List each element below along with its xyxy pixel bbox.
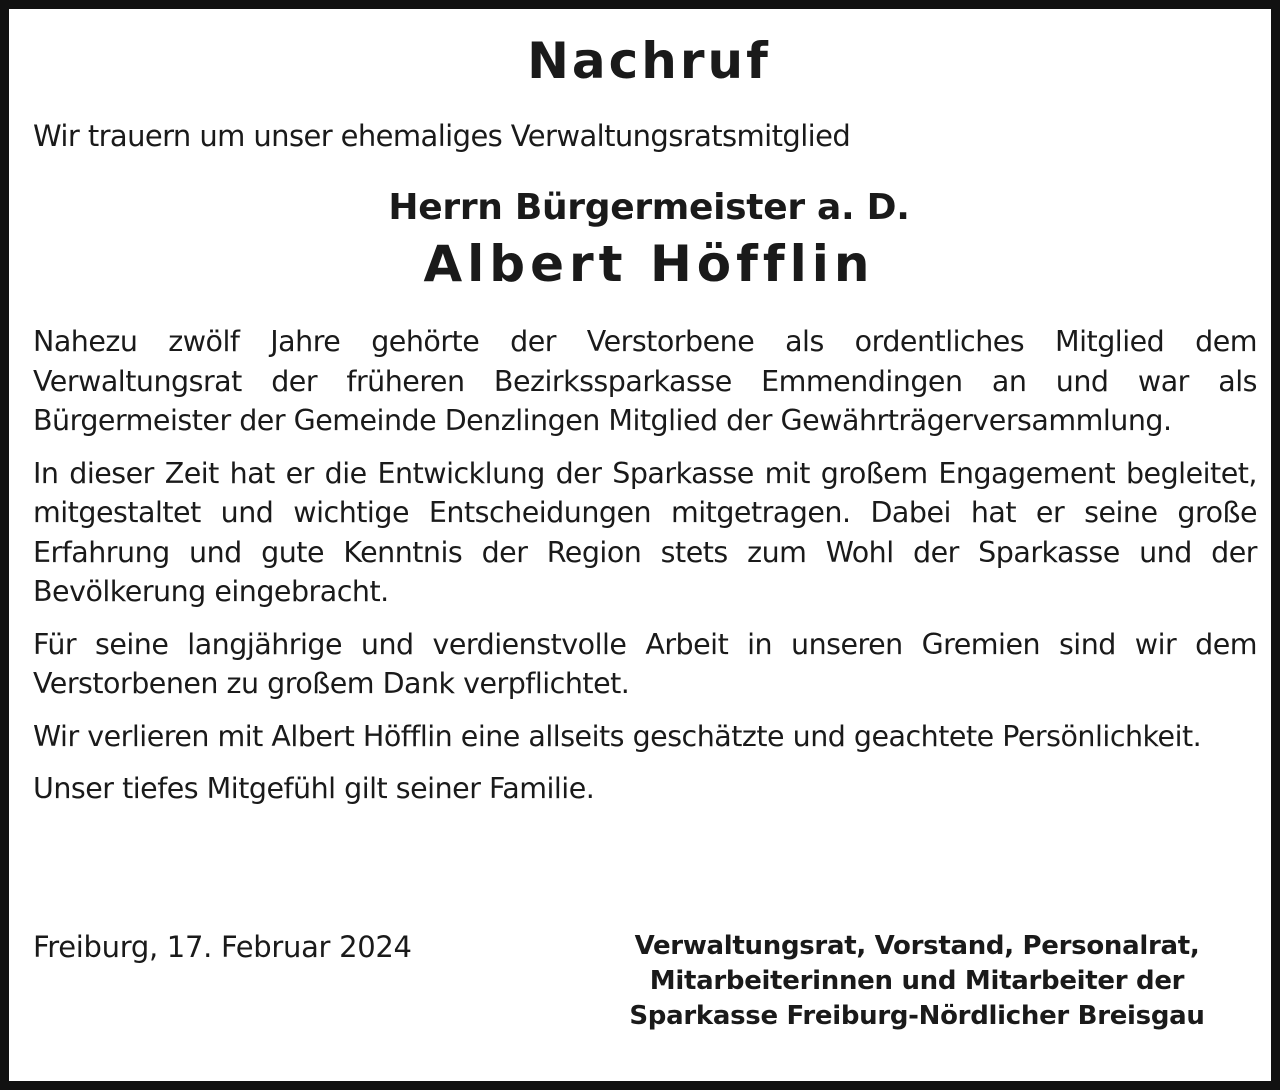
intro-line: Wir trauern um unser ehemaliges Verwaltungsratsmitglied xyxy=(33,119,851,153)
body-paragraph: Nahezu zwölf Jahre gehörte der Verstorbene als ordentliches Mitglied dem Verwaltungsrat der früheren Bezirkssparkasse Emmendingen an und war als Bürgermeister der Gemeinde Denzlingen Mitglied der Gewährträgerversammlung. xyxy=(33,325,1257,437)
signature-line: Mitarbeiterinnen und Mitarbeiter der xyxy=(649,966,1185,996)
place-and-date: Freiburg, 17. Februar 2024 xyxy=(33,930,412,964)
body-paragraph: Wir verlieren mit Albert Höfflin eine allseits geschätzte und geachtete Persönlichkeit. xyxy=(33,719,1202,753)
signature-line: Verwaltungsrat, Vorstand, Personalrat, xyxy=(634,931,1200,961)
deceased-honorific: Herrn Bürgermeister a. D. xyxy=(388,187,910,228)
notice-title: Nachruf xyxy=(527,32,771,90)
body-paragraph: Für seine langjährige und verdienstvolle Arbeit in unseren Gremien sind wir dem Verstorbenen zu großem Dank verpflichtet. xyxy=(33,627,1257,700)
deceased-name: Albert Höfflin xyxy=(423,235,875,293)
signature-block xyxy=(569,929,1265,1034)
body-paragraph: In dieser Zeit hat er die Entwicklung der Sparkasse mit großem Engagement begleitet, mitgestaltet und wichtige Entscheidungen mitgetragen. Dabei hat er seine große Erfahrung und gute Kenntnis der Region stets zum Wohl der Sparkasse und der Bevölkerung eingebracht. xyxy=(33,456,1257,608)
signature-line: Sparkasse Freiburg-Nördlicher Breisgau xyxy=(629,1001,1205,1031)
notice-body xyxy=(33,322,1257,822)
body-paragraph: Unser tiefes Mitgefühl gilt seiner Familie. xyxy=(33,772,595,805)
